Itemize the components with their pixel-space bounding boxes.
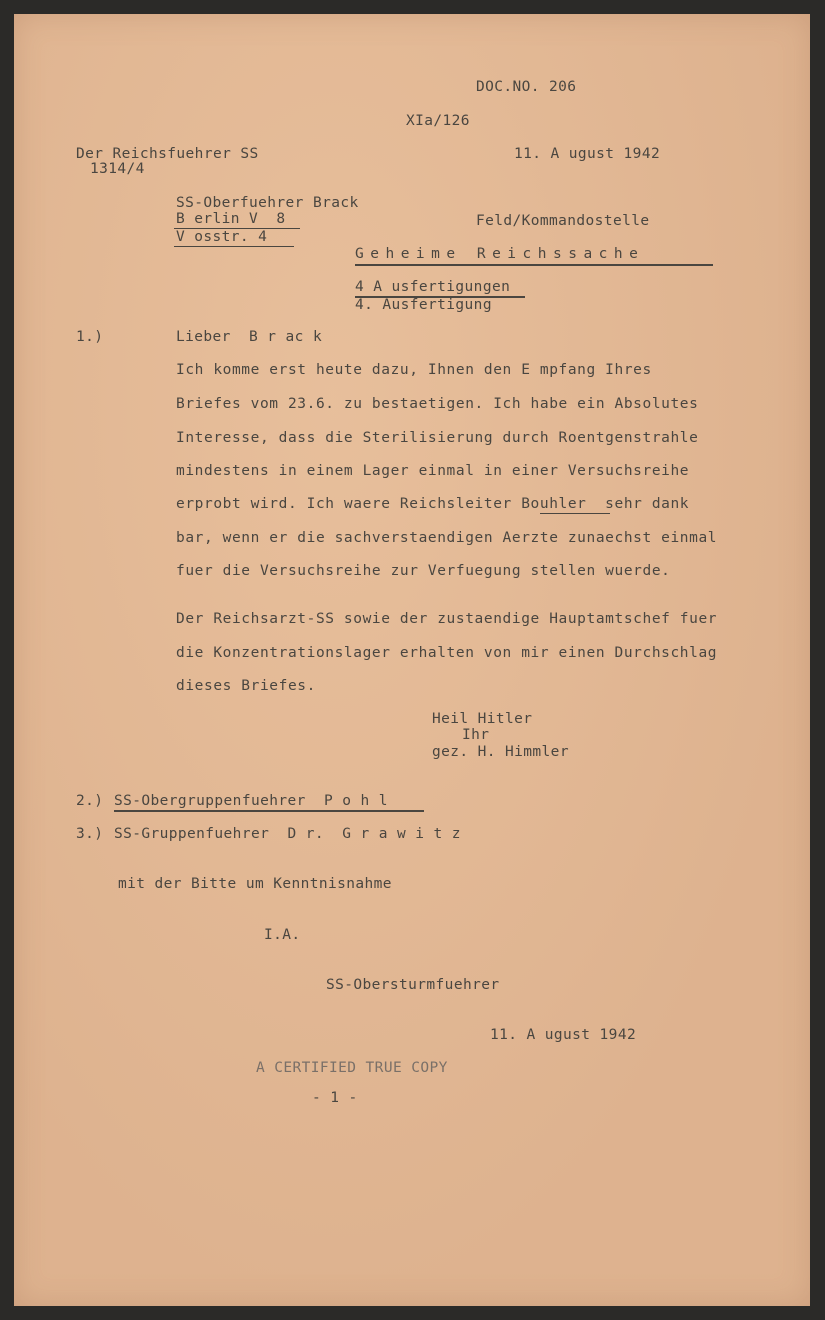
recipient-street: V osstr. 4 bbox=[176, 229, 268, 245]
letter-date: 11. A ugust 1942 bbox=[514, 146, 661, 162]
paragraph-line: erprobt wird. Ich waere Reichsleiter Bouhler sehr dank bbox=[176, 496, 690, 512]
paragraph-line: die Konzentrationslager erhalten von mir einen Durchschlag bbox=[176, 645, 718, 661]
sender-reference: 1314/4 bbox=[90, 161, 145, 177]
item-number-2: 2.) bbox=[76, 793, 104, 809]
paragraph-line: dieses Briefes. bbox=[176, 678, 316, 694]
ia-mark: I.A. bbox=[264, 927, 301, 943]
bouhler-underline bbox=[540, 513, 610, 514]
recipient-street-underline bbox=[174, 246, 294, 247]
paragraph-line: fuer die Versuchsreihe zur Verfuegung stellen wuerde. bbox=[176, 563, 671, 579]
secret-classification: Geheime Reichssache bbox=[355, 246, 645, 262]
signature-line: gez. H. Himmler bbox=[432, 744, 569, 760]
field-command-post: Feld/Kommandostelle bbox=[476, 213, 650, 229]
copy-number: 4. Ausfertigung bbox=[355, 297, 492, 313]
rank: SS-Obersturmfuehrer bbox=[326, 977, 500, 993]
distribution-grawitz: SS-Gruppenfuehrer D r. G r a w i t z bbox=[114, 826, 461, 842]
file-reference: XIa/126 bbox=[406, 113, 470, 129]
recipient-city: B erlin V 8 bbox=[176, 211, 286, 227]
paragraph-line: mindestens in einem Lager einmal in einer Versuchsreihe bbox=[176, 463, 690, 479]
paragraph-line: Interesse, dass die Sterilisierung durch Roentgenstrahle bbox=[176, 430, 699, 446]
recipient-name: SS-Oberfuehrer Brack bbox=[176, 195, 359, 211]
paragraph-line: Briefes vom 23.6. zu bestaetigen. Ich habe ein Absolutes bbox=[176, 396, 699, 412]
paragraph-line: Ich komme erst heute dazu, Ihnen den E mpfang Ihres bbox=[176, 362, 652, 378]
pohl-underline bbox=[114, 810, 424, 812]
closing-ihr: Ihr bbox=[462, 727, 490, 743]
document-page bbox=[14, 14, 810, 1306]
item-number-3: 3.) bbox=[76, 826, 104, 842]
footer-date: 11. A ugust 1942 bbox=[490, 1027, 637, 1043]
closing-greeting: Heil Hitler bbox=[432, 711, 533, 727]
certified-copy-stamp: A CERTIFIED TRUE COPY bbox=[256, 1060, 448, 1076]
page-number: - 1 - bbox=[312, 1090, 358, 1106]
note: mit der Bitte um Kenntnisnahme bbox=[118, 876, 392, 892]
copy-count: 4 A usfertigungen bbox=[355, 279, 511, 295]
paragraph-line: bar, wenn er die sachverstaendigen Aerzte zunaechst einmal bbox=[176, 530, 718, 546]
paragraph-line: Der Reichsarzt-SS sowie der zustaendige Hauptamtschef fuer bbox=[176, 611, 718, 627]
secret-underline bbox=[355, 264, 713, 266]
sender: Der Reichsfuehrer SS bbox=[76, 146, 259, 162]
distribution-pohl: SS-Obergruppenfuehrer P o h l bbox=[114, 793, 388, 809]
item-number-1: 1.) bbox=[76, 329, 104, 345]
salutation: Lieber B r ac k bbox=[176, 329, 323, 345]
doc-number: DOC.NO. 206 bbox=[476, 79, 577, 95]
